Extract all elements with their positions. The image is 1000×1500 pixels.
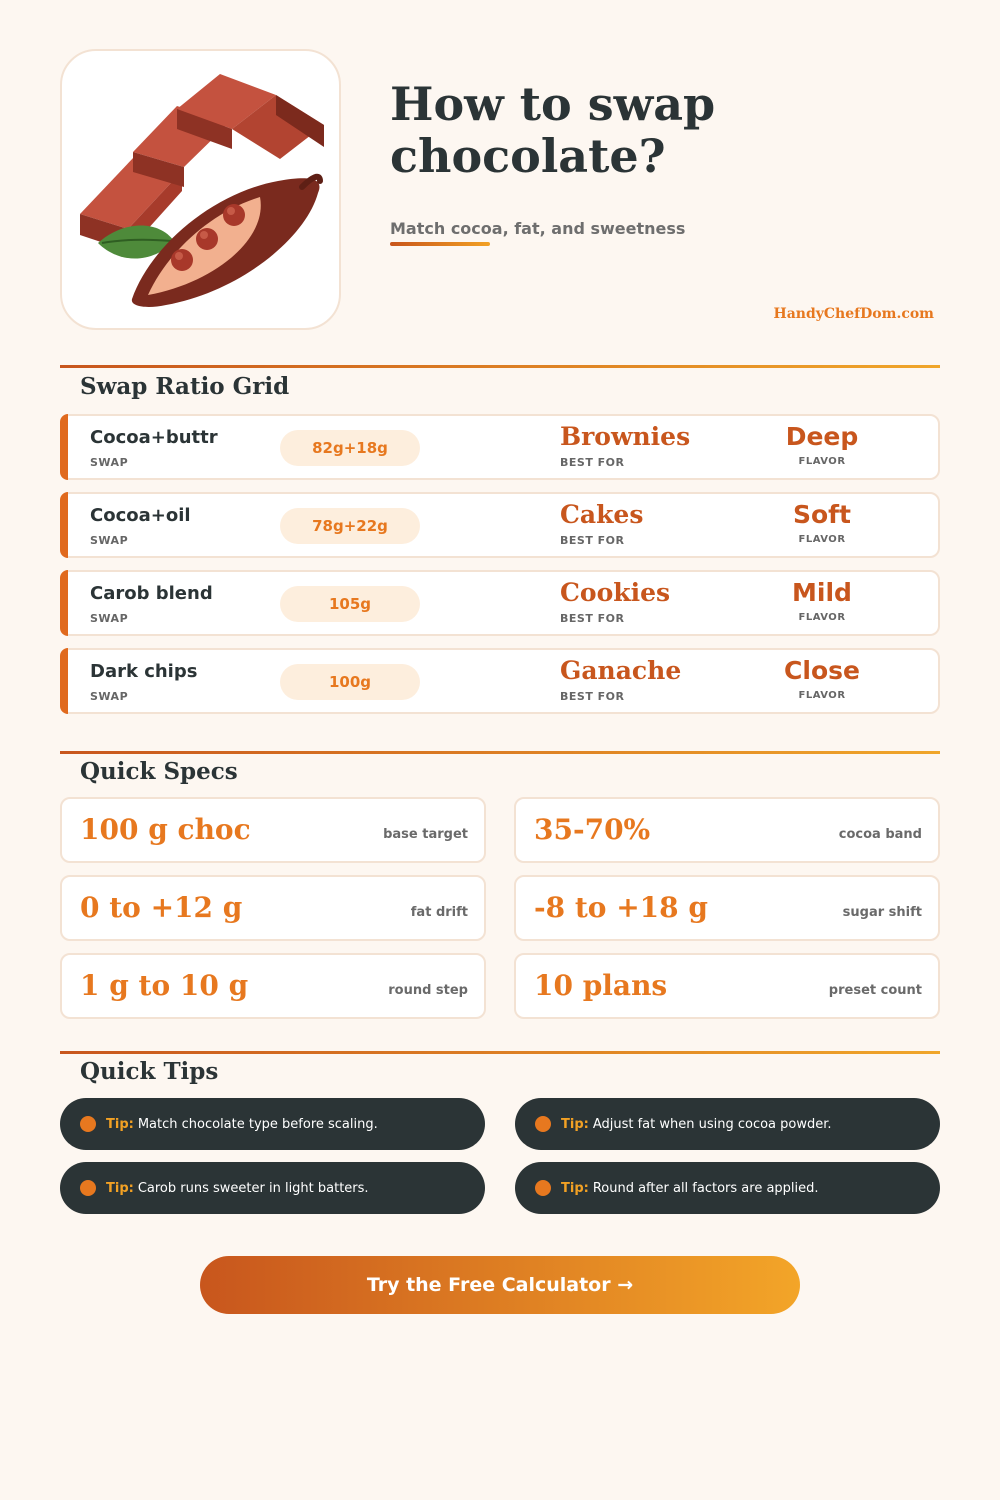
tip-text: Adjust fat when using cocoa powder. [592,1116,832,1132]
swap-row [60,492,940,558]
flavor-label: FLAVOR [798,534,846,545]
bullet-dot-icon [535,1116,551,1132]
hero-image-card [60,49,341,330]
tip-label: Tip: [106,1180,134,1196]
spec-value: 10 plans [534,969,668,1002]
spec-label: base target [383,827,468,842]
flavor-value: Deep [785,422,859,451]
section-title-quick-specs: Quick Specs [80,758,238,785]
swap-name: Cocoa+buttr [90,427,218,448]
swap-row [60,570,940,636]
section-divider [60,365,940,368]
swap-label: SWAP [90,612,129,625]
tip-text: Match chocolate type before scaling. [137,1116,378,1132]
spec-card [60,797,486,863]
flavor-label: FLAVOR [798,690,846,701]
tip-label: Tip: [561,1180,589,1196]
ratio-pill: 100g [280,664,420,700]
spec-label: cocoa band [838,827,922,842]
chocolate-bar-and-cacao-pod-icon [62,51,341,330]
swap-label: SWAP [90,690,129,703]
spec-label: sugar shift [842,905,922,920]
spec-label: round step [388,983,468,998]
spec-label: fat drift [410,905,468,920]
subtitle-underline [390,242,490,246]
bullet-dot-icon [80,1116,96,1132]
flavor-value: Mild [792,578,852,607]
best-for-label: BEST FOR [560,456,625,469]
page-subtitle: Match cocoa, fat, and sweetness [390,219,686,238]
section-title-quick-tips: Quick Tips [80,1058,219,1085]
tip-label: Tip: [561,1116,589,1132]
spec-value: -8 to +18 g [534,891,708,924]
ratio-pill: 78g+22g [280,508,420,544]
flavor-value: Soft [792,500,851,529]
section-title-swap-grid: Swap Ratio Grid [80,373,290,400]
swap-name: Dark chips [90,661,198,682]
spec-value: 1 g to 10 g [80,969,249,1002]
swap-label: SWAP [90,534,129,547]
flavor-label: FLAVOR [798,456,846,467]
best-for-value: Cookies [560,578,671,607]
page-title: How to swap chocolate? [390,77,716,183]
tip-pill [60,1162,485,1214]
spec-value: 35-70% [534,813,651,846]
tip-pill [60,1098,485,1150]
section-divider [60,1051,940,1054]
swap-name: Carob blend [90,583,213,604]
tip-text: Round after all factors are applied. [592,1180,819,1196]
swap-name: Cocoa+oil [90,505,191,526]
section-divider [60,751,940,754]
ratio-pill: 82g+18g [280,430,420,466]
spec-card [60,875,486,941]
brand-link[interactable]: HandyChefDom.com [773,306,934,322]
spec-value: 0 to +12 g [80,891,243,924]
spec-card [514,875,940,941]
spec-card [514,797,940,863]
tip-pill [515,1162,940,1214]
ratio-pill: 105g [280,586,420,622]
spec-card [514,953,940,1019]
best-for-value: Ganache [560,656,682,685]
bullet-dot-icon [535,1180,551,1196]
bullet-dot-icon [80,1180,96,1196]
best-for-label: BEST FOR [560,534,625,547]
best-for-label: BEST FOR [560,612,625,625]
best-for-value: Brownies [560,422,691,451]
tip-pill [515,1098,940,1150]
flavor-label: FLAVOR [798,612,846,623]
tip-label: Tip: [106,1116,134,1132]
spec-value: 100 g choc [80,813,251,846]
swap-row [60,648,940,714]
flavor-value: Close [784,656,860,685]
swap-label: SWAP [90,456,129,469]
spec-card [60,953,486,1019]
swap-row [60,414,940,480]
free-calculator-button[interactable]: Try the Free Calculator → [200,1256,800,1314]
best-for-value: Cakes [560,500,644,529]
spec-label: preset count [828,983,922,998]
best-for-label: BEST FOR [560,690,625,703]
tip-text: Carob runs sweeter in light batters. [137,1180,369,1196]
